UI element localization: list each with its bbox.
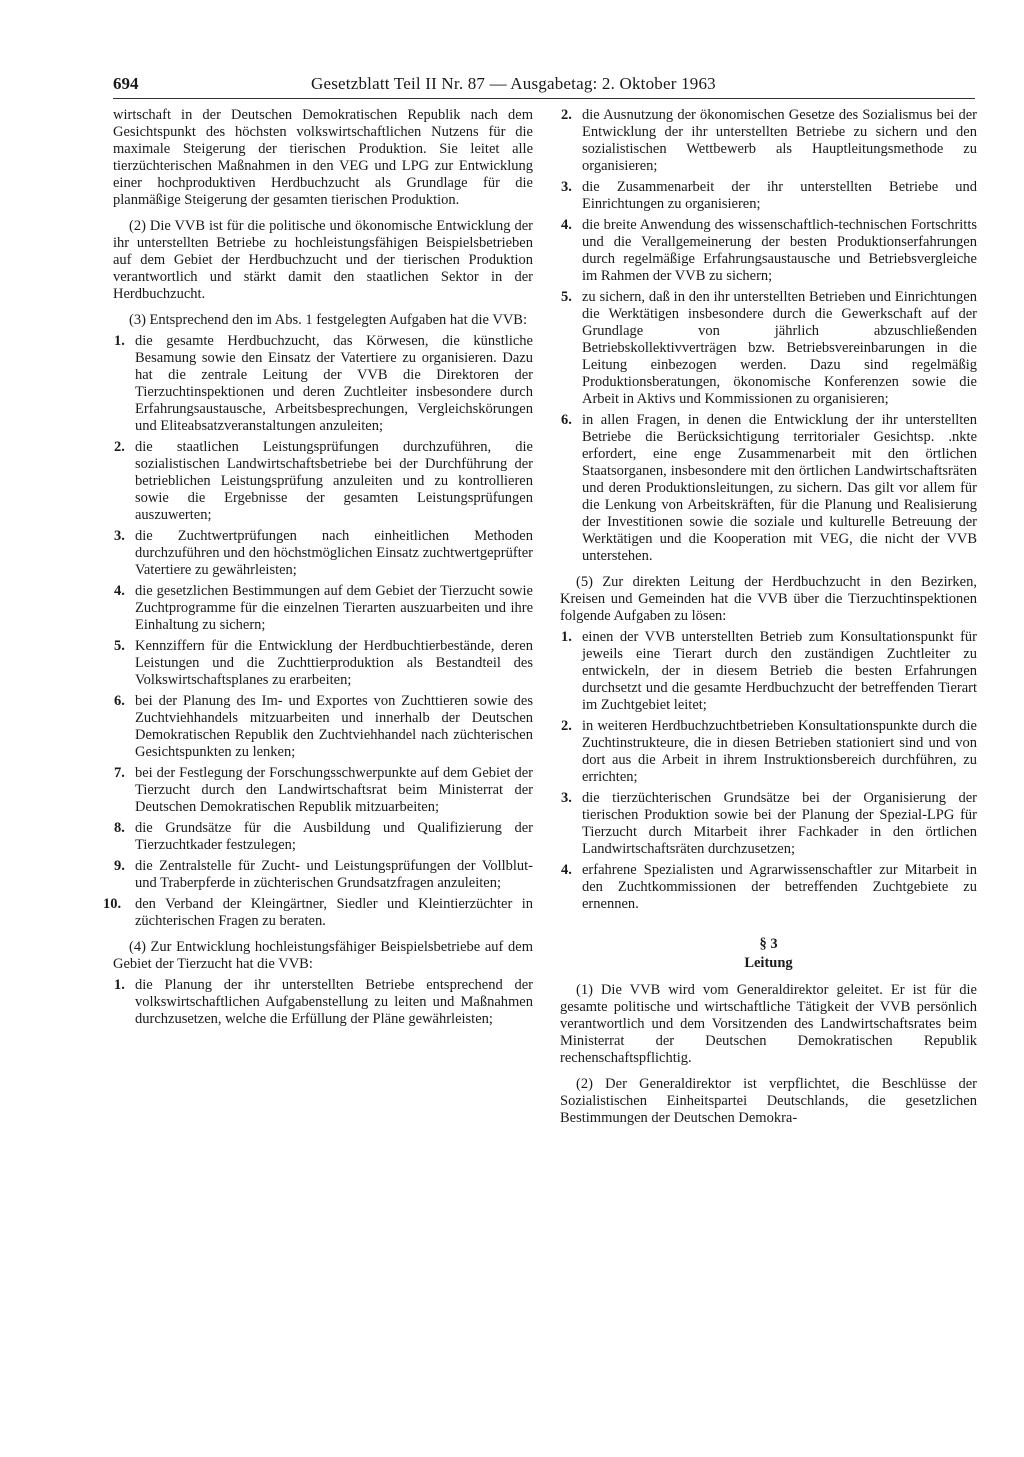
page-number: 694 [113, 74, 139, 93]
section-title: Leitung [744, 955, 793, 971]
item-text: den Verband der Kleingärtner, Siedler und Kleintierzüchter in züchterischen Fragen zu beraten. [135, 896, 533, 929]
paragraph-intro: wirtschaft in der Deutschen Demokratischen Republik nach dem Gesichtspunkt des höchsten volkswirtschaftlichen Nutzens für die maximale Steigerung der tierischen Produktion. Sie leitet alle tierzüchterischen Maßnahmen in den VEG und LPG zur Entwicklung einer hochproduktiven Herdbuchzucht als Grundlage für die planmäßige Steigerung der gesamten tierischen Produktion. [113, 107, 533, 208]
section-number: § 3 [759, 936, 778, 952]
left-column [103, 107, 533, 1028]
item-text: die breite Anwendung des wissenschaftlich-technischen Fortschritts und die Verallgemeinerung der besten Produktionserfahrungen durch regelmäßige Erfahrungsaustausche und Betriebsvergleiche im Rahmen der VVB zu sichern; [582, 217, 977, 284]
item-text: in allen Fragen, in denen die Entwicklung der ihr unterstellten Betriebe die Berücksichtigung territorialer Gesichtsp. .nkte erfordert, eine enge Zusammenarbeit mit den örtlichen Staatsorganen, insbesondere mit den örtlichen Landwirtschaftsräten und deren Produktionsleitungen, zu sichern. Das gilt vor allem für die Lenkung von Arbeitskräften, für die Planung und Realisierung der Investitionen sowie die soziale und kulturelle Betreuung der Werktätigen und die Kooperation mit VEG, die nicht der VVB unterstehen. [582, 412, 977, 564]
item-text: die Zuchtwertprüfungen nach einheitlichen Methoden durchzuführen und den höchstmöglichen Einsatz zuchtwertgeprüfter Vatertiere zu gewährleisten; [135, 528, 533, 578]
item-number: 5. [561, 289, 572, 305]
paragraph-leitung-1: (1) Die VVB wird vom Generaldirektor geleitet. Er ist für die gesamte politische und wirtschaftliche Tätigkeit der VVB persönlich verantwortlich und dem Vorsitzenden des Landwirtschaftsrates beim Ministerrat der Deutschen Demokratischen Republik rechenschaftspflichtig. [560, 982, 977, 1066]
list-item [113, 820, 533, 854]
item-number: 1. [114, 333, 125, 349]
item-text: die Ausnutzung der ökonomischen Gesetze des Sozialismus bei der Entwicklung der ihr unterstellten Betriebe zu sichern und den sozialistischen Wettbewerb als Hauptleitungsmethode zu organisieren; [582, 107, 977, 174]
item-text: Kennziffern für die Entwicklung der Herdbuchtierbestände, deren Leistungen und die Zuchttierproduktion als Bestandteil des Volkswirtschaftsplanes zu erarbeiten; [135, 638, 533, 688]
right-column [560, 107, 977, 1127]
item-number: 1. [114, 977, 125, 993]
paragraph-leitung-2: (2) Der Generaldirektor ist verpflichtet, die Beschlüsse der Sozialistischen Einheitspartei Deutschlands, die gesetzlichen Bestimmungen der Deutschen Demokra- [560, 1076, 977, 1126]
item-number: 6. [561, 412, 572, 428]
item-number: 3. [114, 528, 125, 544]
item-text: einen der VVB unterstellten Betrieb zum Konsultationspunkt für jeweils eine Tierart durch den zuständigen Zuchtleiter zu entwickeln, der in diesem Betrieb die besten Erfahrungen durchsetzt und die gesamte Herdbuchzucht der betreffenden Tierart im Zuchtgebiet leitet; [582, 629, 977, 713]
item-text: die Zusammenarbeit der ihr unterstellten Betriebe und Einrichtungen zu organisieren; [582, 179, 977, 212]
list-item [103, 896, 533, 930]
item-number: 4. [561, 217, 572, 233]
list-item [113, 583, 533, 634]
item-number: 2. [561, 107, 572, 123]
item-number: 1. [561, 629, 572, 645]
list-item [560, 790, 977, 858]
item-text: die Planung der ihr unterstellten Betriebe entsprechend der volkswirtschaftlichen Aufgabenstellung zu leiten und Maßnahmen durchzusetzen, welche die Erfüllung der Pläne gewährleisten; [135, 977, 533, 1027]
item-text: bei der Planung des Im- und Exportes von Zuchttieren sowie des Zuchtviehhandels mitzuarbeiten und innerhalb der Deutschen Demokratischen Republik den Zuchtviehhandel nach züchterischen Gesichtspunkten zu lenken; [135, 693, 533, 760]
item-number: 2. [561, 718, 572, 734]
list-item [113, 858, 533, 892]
item-number: 3. [561, 179, 572, 195]
paragraph-2: (2) Die VVB ist für die politische und ökonomische Entwicklung der ihr unterstellten Betriebe zu hochleistungsfähigen Beispielsbetrieben auf dem Gebiet der Herdbuchzucht und der tierischen Produktion verantwortlich und stärkt damit den staatlichen Sektor in der Herdbuchzucht. [113, 218, 533, 302]
list-item [560, 412, 977, 565]
paragraph-3: (3) Entsprechend den im Abs. 1 festgelegten Aufgaben hat die VVB: [129, 312, 527, 328]
item-number: 10. [103, 896, 122, 912]
item-number: 4. [114, 583, 125, 599]
item-number: 6. [114, 693, 125, 709]
list-item [560, 179, 977, 213]
item-number: 2. [114, 439, 125, 455]
item-text: die staatlichen Leistungsprüfungen durchzuführen, die sozialistischen Landwirtschaftsbetriebe bei der Durchführung der betrieblichen Leistungsprüfung anzuleiten und zu kontrollieren sowie die Ergebnisse der gesamten Leistungsprüfungen auszuwerten; [135, 439, 533, 523]
list-item [560, 289, 977, 408]
list-item [113, 439, 533, 524]
item-text: die Zentralstelle für Zucht- und Leistungsprüfungen der Vollblut- und Traberpferde in züchterischen Grundsatzfragen anzuleiten; [135, 858, 533, 891]
list-item [113, 693, 533, 761]
item-number: 9. [114, 858, 125, 874]
item-text: die gesamte Herdbuchzucht, das Körwesen, die künstliche Besamung sowie den Einsatz der Vatertiere zu organisieren. Dazu hat die zentrale Leitung der VVB die Direktoren der Tierzuchtinspektionen und deren Zuchtleiter insbesondere durch Erfahrungsaustausche, Arbeitsbesprechungen, Vergleichskörungen und Eliteabsatzveranstaltungen anzuleiten; [135, 333, 533, 434]
item-text: bei der Festlegung der Forschungsschwerpunkte auf dem Gebiet der Tierzucht durch den Landwirtschaftsrat beim Ministerrat der Deutschen Demokratischen Republik mitzuarbeiten; [135, 765, 533, 815]
list-item [113, 765, 533, 816]
list-item [560, 107, 977, 175]
list-4 [113, 977, 533, 1028]
item-number: 5. [114, 638, 125, 654]
item-text: die Grundsätze für die Ausbildung und Qualifizierung der Tierzuchtkader festzulegen; [135, 820, 533, 853]
item-text: erfahrene Spezialisten und Agrarwissenschaftler zur Mitarbeit in den Zuchtkommissionen der betreffenden Zuchtgebiete zu ernennen. [582, 862, 977, 912]
item-text: die gesetzlichen Bestimmungen auf dem Gebiet der Tierzucht sowie Zuchtprogramme für die einzelnen Tierarten auszuarbeiten und ihre Einhaltung zu sichern; [135, 583, 533, 633]
item-text: in weiteren Herdbuchzuchtbetrieben Konsultationspunkte durch die Zuchtinstrukteure, die in diesen Betrieben stationiert sind und von dort aus die Arbeit in ihrem Instruktionsbereich durchführen, zu errichten; [582, 718, 977, 785]
section-heading [560, 935, 977, 973]
paragraph-5: (5) Zur direkten Leitung der Herdbuchzucht in den Bezirken, Kreisen und Gemeinden hat die VVB über die Tierzuchtinspektionen folgende Aufgaben zu lösen: [560, 574, 977, 624]
item-number: 3. [561, 790, 572, 806]
item-text: die tierzüchterischen Grundsätze bei der Organisierung der tierischen Produktion sowie bei der Planung der Spezial-LPG für Tierzucht durch Mitarbeit ihrer Fachkader in den örtlichen Landwirtschaftsräten durchzusetzen; [582, 790, 977, 857]
list-5 [560, 629, 977, 913]
item-number: 4. [561, 862, 572, 878]
list-item [113, 638, 533, 689]
list-item [560, 629, 977, 714]
list-4-continued [560, 107, 977, 565]
gazette-title: Gesetzblatt Teil II Nr. 87 — Ausgabetag: 2. Oktober 1963 [311, 74, 716, 93]
list-item [560, 217, 977, 285]
item-number: 8. [114, 820, 125, 836]
list-item [113, 528, 533, 579]
list-item [113, 333, 533, 435]
list-3 [103, 333, 533, 930]
list-item [560, 862, 977, 913]
page-header [113, 74, 975, 99]
item-text: zu sichern, daß in den ihr unterstellten Betrieben und Einrichtungen die Werktätigen insbesondere durch die Gewerkschaft auf der Grundlage von jährlich abzuschließenden Betriebskollektivverträgen bzw. Betriebsvereinbarungen in die Leitung einbezogen werden. Dazu sind regelmäßig Produktionsberatungen, ökonomische Konferenzen sowie die Arbeit in Aktivs und Kommissionen zu organisieren; [582, 289, 977, 407]
list-item [560, 718, 977, 786]
item-number: 7. [114, 765, 125, 781]
paragraph-4: (4) Zur Entwicklung hochleistungsfähiger Beispielsbetriebe auf dem Gebiet der Tierzucht hat die VVB: [113, 939, 533, 972]
list-item [113, 977, 533, 1028]
